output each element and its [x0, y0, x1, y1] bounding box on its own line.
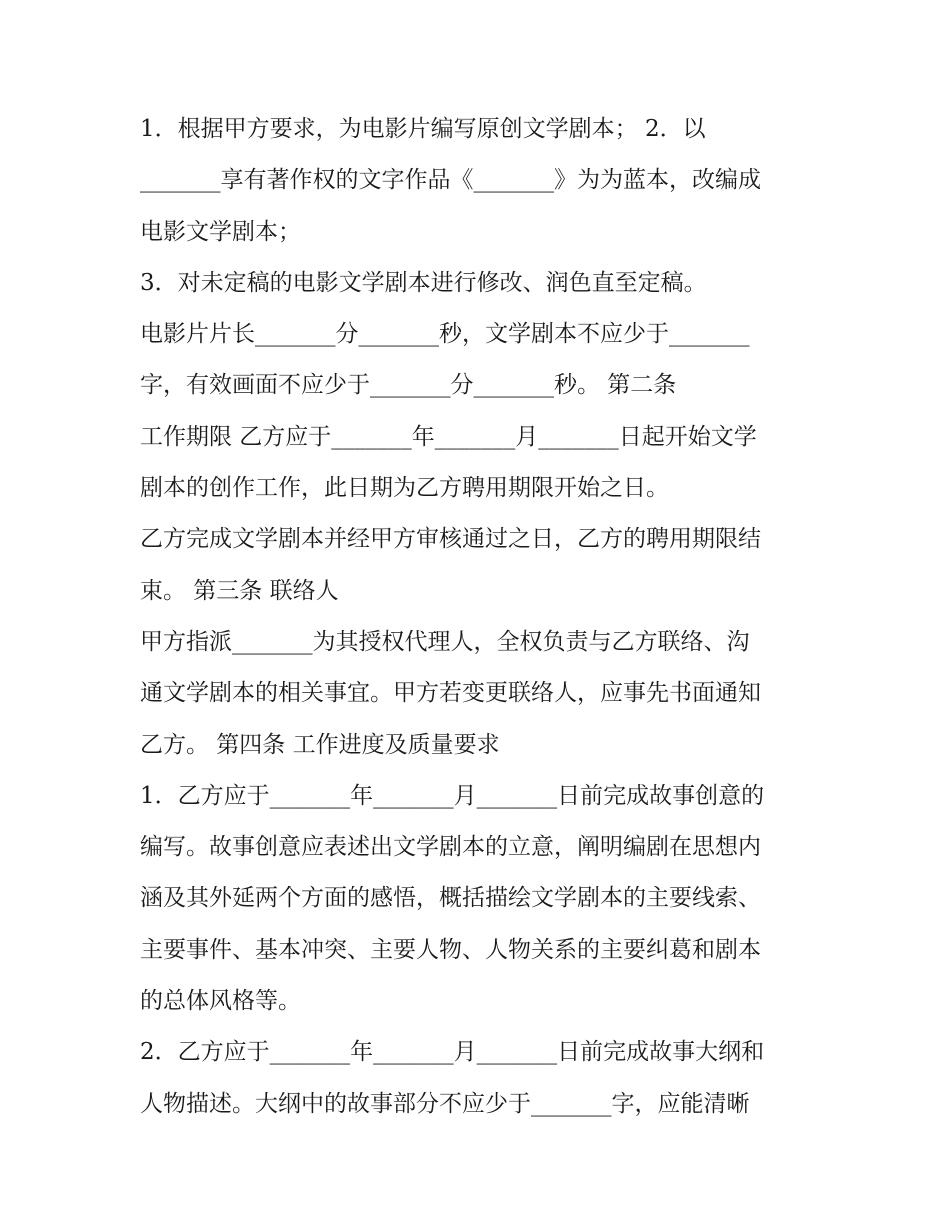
text-line: 编写。故事创意应表述出文学剧本的立意，阐明编剧在思想内	[140, 834, 761, 861]
text-line: 甲方指派_______为其授权代理人，全权负责与乙方联络、沟	[140, 628, 750, 655]
text-line: 人物描述。大纲中的故事部分不应少于_______字，应能清晰	[140, 1090, 750, 1117]
text-line: 字，有效画面不应少于_______分_______秒。 第二条	[140, 372, 677, 399]
text-line: 1．乙方应于_______年_______月_______日前完成故事创意的	[140, 782, 765, 809]
text-line: 电影文学剧本；	[140, 218, 301, 245]
text-line: 乙方完成文学剧本并经甲方审核通过之日，乙方的聘用期限结	[140, 526, 761, 553]
text-line: 工作期限 乙方应于_______年_______月_______日起开始文学	[140, 423, 757, 450]
text-line: 2．乙方应于_______年_______月_______日前完成故事大纲和	[140, 1039, 765, 1066]
document-body	[140, 104, 820, 1130]
text-line: 通文学剧本的相关事宜。甲方若变更联络人，应事先书面通知	[140, 680, 761, 707]
text-line: 1．根据甲方要求，为电影片编写原创文学剧本； 2．以	[140, 116, 706, 142]
text-line: 3．对未定稿的电影文学剧本进行修改、润色直至定稿。	[140, 269, 707, 296]
text-line: 电影片片长_______分_______秒，文学剧本不应少于_______	[140, 321, 750, 348]
text-line: 主要事件、基本冲突、主要人物、人物关系的主要纠葛和剧本	[140, 936, 761, 963]
text-line: 剧本的创作工作，此日期为乙方聘用期限开始之日。	[140, 475, 669, 502]
text-line: 涵及其外延两个方面的感悟，概括描绘文学剧本的主要线索、	[140, 885, 761, 912]
text-line: 的总体风格等。	[140, 988, 301, 1015]
text-line: 束。 第三条 联络人	[140, 577, 339, 604]
text-line: _______享有著作权的文字作品《_______》为为蓝本，改编成	[140, 167, 761, 194]
text-line: 乙方。 第四条 工作进度及质量要求	[140, 731, 500, 758]
